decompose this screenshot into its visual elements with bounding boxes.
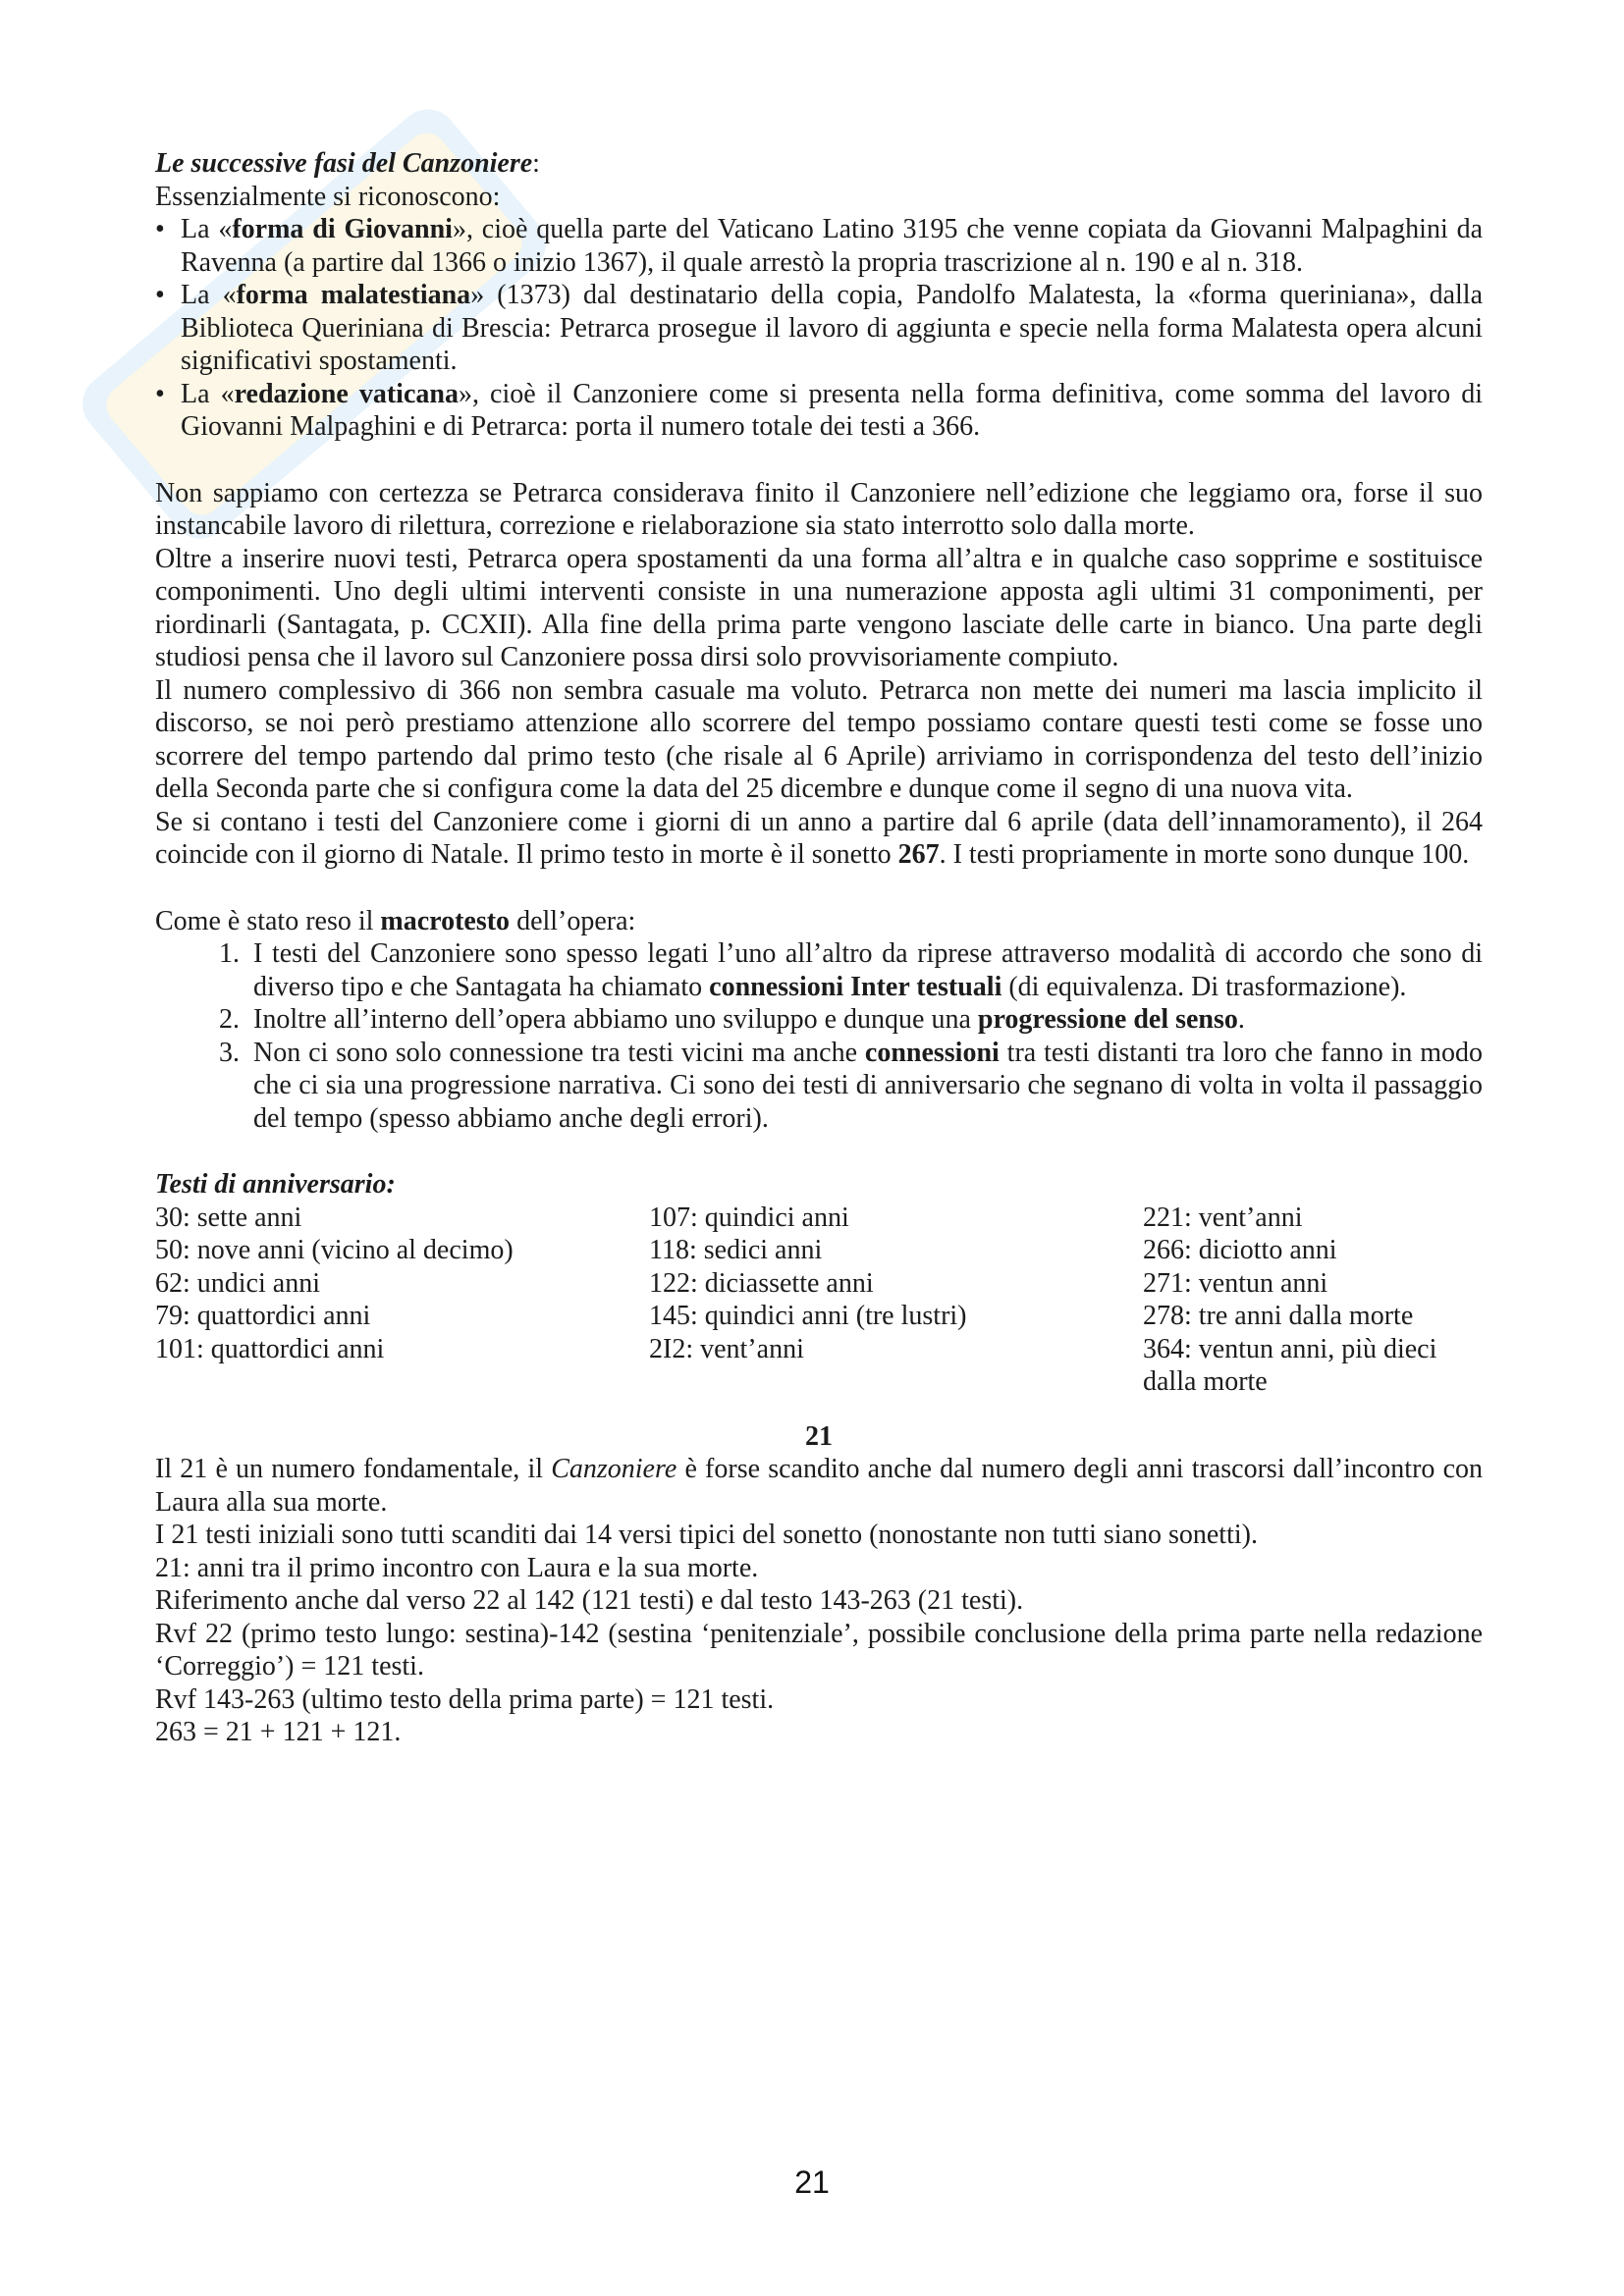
paragraph: Il numero complessivo di 366 non sembra casuale ma voluto. Petrarca non mette dei numeri ma lascia implicito il discorso, se noi però prestiamo attenzione allo scorrere del tempo possiamo contare questi testi come se fosse uno scorrere del tempo partendo dal primo testo (che risale al 6 Aprile) arriviamo in corrispondenza del testo dell’inizio della Seconda parte che si configura come la data del 25 dicembre e dunque come il segno di una nuova vita. [155,674,1483,804]
list-item: • La «forma malatestiana» (1373) dal destinatario della copia, Pandolfo Malatesta, la «forma queriniana», dalla Biblioteca Queriniana di Brescia: Petrarca prosegue il lavoro di aggiunta e specie nella forma Malatesta opera alcuni significativi spostamenti. [155,280,1484,376]
bullet-icon: • [155,378,165,409]
paragraph: Se si contano i testi del Canzoniere come i giorni di un anno a partire dal 6 aprile (data dell’innamoramento), il 264 coincide con il giorno di Natale. Il primo testo in morte è il sonetto 267. I testi propriamente in morte sono dunque 100. [155,806,1483,870]
document-page [155,147,1483,1749]
list-item: • La «forma di Giovanni», cioè quella parte del Vaticano Latino 3195 che venne copiata da Giovanni Malpaghini da Ravenna (a partire dal 1366 o inizio 1367), il quale arrestò la propria trascrizione al n. 190 e al n. 318. [155,214,1483,278]
list-item: 221: vent’anni [1143,1201,1303,1233]
paragraph: I 21 testi iniziali sono tutti scanditi dai 14 versi tipici del sonetto (nonostante non tutti siano sonetti). [155,1520,1258,1550]
list-item: 2. Inoltre all’interno dell’opera abbiamo uno sviluppo e dunque una progressione del senso. [219,1004,1245,1035]
list-item: 62: undici anni [155,1267,320,1299]
list-item: • La «redazione vaticana», cioè il Canzoniere come si presenta nella forma definitiva, come somma del lavoro di Giovanni Malpaghini e di Petrarca: porta il numero totale dei testi a 366. [155,378,1484,442]
list-item: 145: quindici anni (tre lustri) [649,1301,967,1331]
macrotesto-intro: Come è stato reso il macrotesto dell’opera: [155,905,636,936]
list-item: 1. I testi del Canzoniere sono spesso legati l’uno all’altro da riprese attraverso modalità di accordo che sono di diverso tipo e che Santagata ha chiamato connessioni Inter testuali (di equivalenza. Di trasformazione). [219,938,1483,1002]
list-item: 122: diciassette anni [649,1267,874,1299]
paragraph: Il 21 è un numero fondamentale, il Canzoniere è forse scandito anche dal numero degli anni trascorsi dall’incontro con Laura alla sua morte. [155,1454,1483,1518]
paragraph: Oltre a inserire nuovi testi, Petrarca opera spostamenti da una forma all’altra e in qualche caso sopprime e sostituisce componimenti. Uno degli ultimi interventi consiste in una numerazione apposta agli ultimi 31 componimenti, per riordinarli (Santagata, p. CCXII). Alla fine della prima parte vengono lasciate delle carte in bianco. Una parte degli studiosi pensa che il lavoro sul Canzoniere possa dirsi solo provvisoriamente compiuto. [155,543,1483,672]
bullet-icon: • [155,214,165,244]
list-item: 30: sette anni [155,1201,302,1233]
section-title: Le successive fasi del Canzoniere: [155,148,540,179]
anniversari-title: Testi di anniversario: [155,1169,396,1200]
list-item: 266: diciotto anni [1143,1235,1337,1265]
list-item: 50: nove anni (vicino al decimo) [155,1235,514,1265]
anniversari-col-2 [649,1201,1143,1399]
list-item: 2I2: vent’anni [649,1333,804,1364]
numbered-list [155,937,1483,1135]
list-item: 3. Non ci sono solo connessione tra testi vicini ma anche connessioni tra testi distanti tra loro che fanno in modo che ci sia una progressione narrativa. Ci sono dei testi di anniversario che segnano di volta in volta il passaggio del tempo (spesso abbiamo anche degli errori). [219,1037,1483,1134]
paragraph: 21: anni tra il primo incontro con Laura e la sua morte. [155,1552,759,1583]
paragraph: Riferimento anche dal verso 22 al 142 (121 testi) e dal testo 143-263 (21 testi). [155,1585,1024,1616]
section-21-heading: 21 [805,1420,833,1452]
paragraph: Rvf 22 (primo testo lungo: sestina)-142 (sestina ‘penitenziale’, possibile conclusione della prima parte nella redazione ‘Correggio’) = 121 testi. [155,1618,1483,1682]
paragraph: 263 = 21 + 121 + 121. [155,1717,402,1747]
list-item: 364: ventun anni, più dieci dalla morte [1143,1333,1437,1397]
list-item: 271: ventun anni [1143,1267,1328,1299]
section-intro: Essenzialmente si riconoscono: [155,181,501,212]
list-item: 79: quattordici anni [155,1301,371,1331]
list-item: 107: quindici anni [649,1201,849,1233]
anniversari-col-1 [155,1201,649,1399]
page-number: 21 [794,2164,830,2200]
list-item: 101: quattordici anni [155,1333,385,1364]
paragraph: Rvf 143-263 (ultimo testo della prima parte) = 121 testi. [155,1683,775,1715]
anniversari-col-3 [1143,1201,1483,1399]
list-item: 118: sedici anni [649,1235,823,1265]
list-item: 278: tre anni dalla morte [1143,1301,1414,1331]
paragraph: Non sappiamo con certezza se Petrarca considerava finito il Canzoniere nell’edizione che leggiamo ora, forse il suo instancabile lavoro di rilettura, correzione e rielaborazione sia stato interrotto solo dalla morte. [155,477,1483,541]
anniversari-table [155,1201,1483,1399]
bullet-icon: • [155,280,165,310]
